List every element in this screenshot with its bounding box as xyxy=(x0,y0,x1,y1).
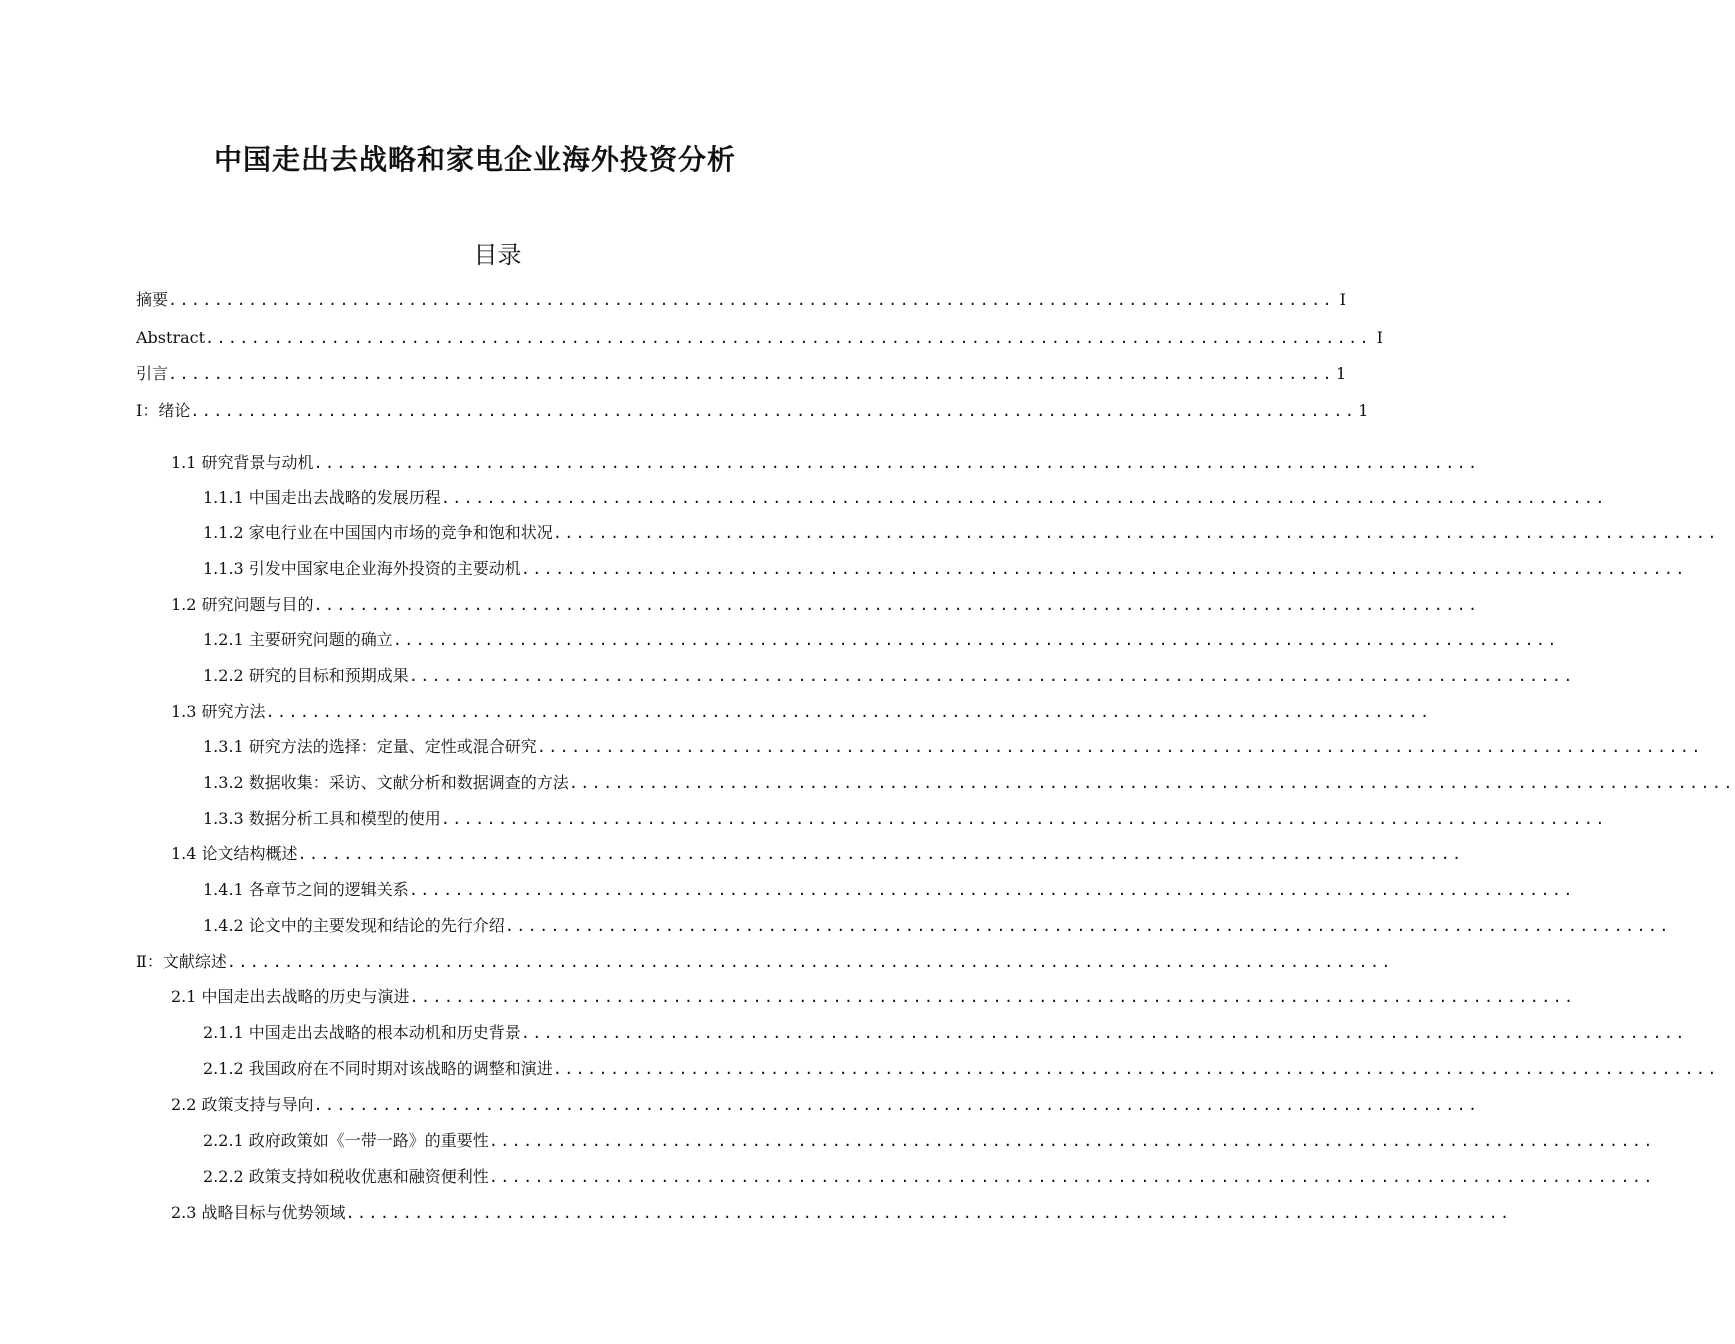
toc-entry[interactable] xyxy=(136,327,1383,349)
toc-leader-dots: ...................................................................................................... xyxy=(520,1024,1687,1042)
toc-leader-dots: ...................................................................................................... xyxy=(408,881,1575,899)
toc-entry-label: 1.1.1 中国走出去战略的发展历程 xyxy=(203,488,441,507)
toc-entry-label: Abstract xyxy=(136,328,206,347)
toc-entry[interactable] xyxy=(136,400,1369,422)
toc-entry[interactable] xyxy=(171,843,1464,865)
toc-entry-label: 2.1.2 我国政府在不同时期对该战略的调整和演进 xyxy=(203,1059,553,1078)
toc-entry-label: 2.3 战略目标与优势领域 xyxy=(171,1203,346,1222)
toc-entry[interactable] xyxy=(203,487,1607,509)
toc-entry[interactable] xyxy=(203,772,1735,794)
toc-leader-dots: ...................................................................................................... xyxy=(408,667,1575,685)
toc-entry-label: 2.2 政策支持与导向 xyxy=(171,1095,314,1114)
toc-entry[interactable] xyxy=(171,594,1480,616)
toc-entry-label: 1.1 研究背景与动机 xyxy=(171,453,314,472)
toc-entry[interactable] xyxy=(203,1130,1655,1152)
toc-leader-dots: ...................................................................................................... xyxy=(226,953,1393,971)
toc-leader-dots: ...................................................................................................... xyxy=(265,703,1432,721)
toc-leader-dots: ...................................................................................................... xyxy=(190,402,1357,420)
toc-entry[interactable] xyxy=(203,736,1703,758)
toc-entry-label: 1.2.2 研究的目标和预期成果 xyxy=(203,666,409,685)
toc-entry-label: 2.2.2 政策支持如税收优惠和融资便利性 xyxy=(203,1167,489,1186)
toc-entry-label: Ⅱ：文献综述 xyxy=(136,952,227,971)
toc-leader-dots: ...................................................................................................... xyxy=(536,738,1703,756)
toc-leader-dots: ...................................................................................................... xyxy=(392,631,1559,649)
toc-page-number: Ⅰ xyxy=(1339,290,1346,309)
toc-leader-dots: ...................................................................................................... xyxy=(440,810,1607,828)
toc-leader-dots: ...................................................................................................... xyxy=(205,329,1371,347)
toc-entry-label: 2.2.1 政府政策如《一带一路》的重要性 xyxy=(203,1131,489,1150)
toc-entry-label: 1.4.1 各章节之间的逻辑关系 xyxy=(203,880,409,899)
toc-heading: 目录 xyxy=(473,241,522,269)
toc-entry-label: 2.1.1 中国走出去战略的根本动机和历史背景 xyxy=(203,1023,521,1042)
toc-entry-label: 摘要 xyxy=(136,290,169,309)
toc-page-number: 1 xyxy=(1335,364,1347,383)
toc-leader-dots: ...................................................................................................... xyxy=(552,524,1719,542)
toc-page-number: Ⅰ xyxy=(1376,328,1383,347)
toc-entry[interactable] xyxy=(171,701,1432,723)
toc-entry[interactable] xyxy=(203,879,1575,901)
toc-entry[interactable] xyxy=(136,363,1347,385)
toc-leader-dots: ...................................................................................................... xyxy=(440,489,1607,507)
toc-leader-dots: ...................................................................................................... xyxy=(409,988,1576,1006)
toc-entry-label: 引言 xyxy=(136,364,169,383)
toc-leader-dots: ...................................................................................................... xyxy=(297,845,1464,863)
toc-leader-dots: ...................................................................................................... xyxy=(504,917,1671,935)
toc-entry-label: 1.2.1 主要研究问题的确立 xyxy=(203,630,393,649)
toc-entry[interactable] xyxy=(136,951,1393,973)
toc-entry-label: 2.1 中国走出去战略的历史与演进 xyxy=(171,987,410,1006)
toc-entry-label: 1.4 论文结构概述 xyxy=(171,844,298,863)
toc-leader-dots: ...................................................................................................... xyxy=(520,560,1687,578)
toc-entry[interactable] xyxy=(203,915,1671,937)
toc-leader-dots: ...................................................................................................... xyxy=(168,365,1334,383)
toc-page-number: 1 xyxy=(1358,401,1369,420)
toc-leader-dots: ...................................................................................................... xyxy=(168,291,1334,309)
toc-leader-dots: ...................................................................................................... xyxy=(488,1132,1655,1150)
toc-entry[interactable] xyxy=(171,1202,1512,1224)
toc-entry-label: Ⅰ：绪论 xyxy=(136,401,191,420)
toc-entry-label: 1.3.1 研究方法的选择：定量、定性或混合研究 xyxy=(203,737,537,756)
toc-entry-label: 1.3 研究方法 xyxy=(171,702,266,721)
toc-entry-label: 1.4.2 论文中的主要发现和结论的先行介绍 xyxy=(203,916,505,935)
toc-entry-label: 1.3.3 数据分析工具和模型的使用 xyxy=(203,809,441,828)
toc-leader-dots: ...................................................................................................... xyxy=(488,1168,1655,1186)
toc-entry[interactable] xyxy=(203,558,1687,580)
toc-entry[interactable] xyxy=(171,452,1480,474)
toc-entry[interactable] xyxy=(203,1166,1655,1188)
toc-entry[interactable] xyxy=(203,522,1719,544)
toc-entry-label: 1.1.3 引发中国家电企业海外投资的主要动机 xyxy=(203,559,521,578)
toc-entry-label: 1.2 研究问题与目的 xyxy=(171,595,314,614)
toc-entry[interactable] xyxy=(203,629,1559,651)
toc-leader-dots: ...................................................................................................... xyxy=(313,454,1480,472)
toc-leader-dots: ...................................................................................................... xyxy=(345,1204,1512,1222)
toc-leader-dots: ...................................................................................................... xyxy=(552,1060,1719,1078)
toc-leader-dots: ...................................................................................................... xyxy=(568,774,1735,792)
toc-leader-dots: ...................................................................................................... xyxy=(313,596,1480,614)
toc-entry[interactable] xyxy=(171,1094,1480,1116)
document-title: 中国走出去战略和家电企业海外投资分析 xyxy=(213,143,736,176)
toc-entry-label: 1.3.2 数据收集：采访、文献分析和数据调查的方法 xyxy=(203,773,569,792)
toc-entry[interactable] xyxy=(203,808,1607,830)
toc-entry[interactable] xyxy=(203,665,1575,687)
toc-entry[interactable] xyxy=(171,986,1576,1008)
toc-leader-dots: ...................................................................................................... xyxy=(313,1096,1480,1114)
toc-entry-label: 1.1.2 家电行业在中国国内市场的竞争和饱和状况 xyxy=(203,523,553,542)
toc-entry[interactable] xyxy=(203,1058,1719,1080)
toc-entry[interactable] xyxy=(203,1022,1687,1044)
toc-entry[interactable] xyxy=(136,289,1346,311)
